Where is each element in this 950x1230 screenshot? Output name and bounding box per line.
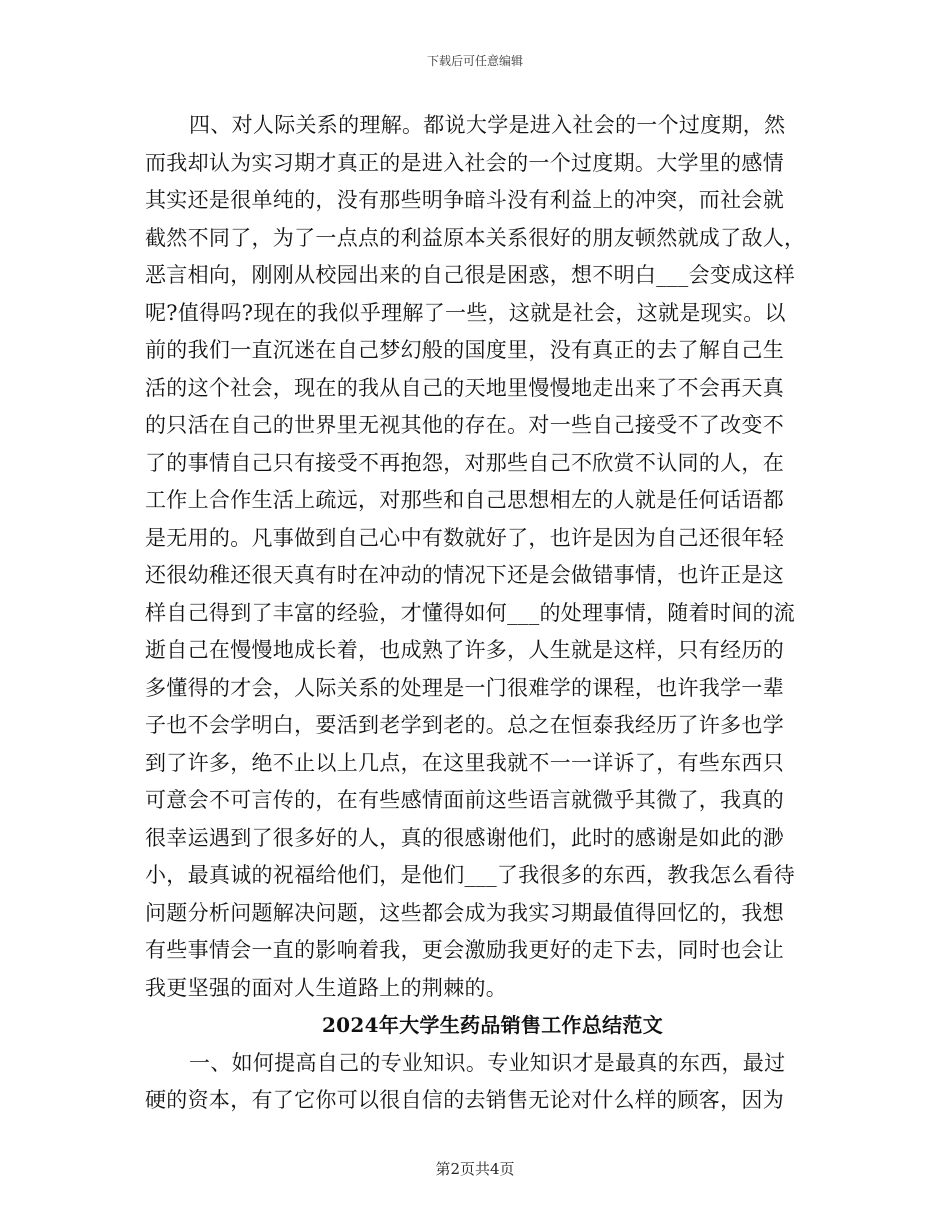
paragraph-line: 的只活在自己的世界里无视其他的存在。对一些自己接受不了改变不: [145, 413, 784, 437]
paragraph-line: 逝自己在慢慢地成长着，也成熟了许多，人生就是这样，只有经历的: [145, 638, 784, 662]
paragraph-line: 很幸运遇到了很多好的人，真的很感谢他们，此时的感谢是如此的渺: [145, 825, 784, 850]
paragraph-line: 恶言相向，刚刚从校园出来的自己很是困惑，想不明白___会变成这样: [145, 263, 796, 287]
paragraph-line: 截然不同了，为了一点点的利益原本关系很好的朋友顿然就成了敌人，: [145, 225, 806, 250]
document-body: [145, 107, 810, 1120]
paragraph-line: 样自己得到了丰富的经验，才懂得如何___的处理事情，随着时间的流: [145, 600, 796, 625]
paragraph-line: 了的事情自己只有接受不再抱怨，对那些自己不欣赏不认同的人，在: [145, 450, 784, 475]
paragraph-line: 前的我们一直沉迷在自己梦幻般的国度里，没有真正的去了解自己生: [145, 338, 784, 362]
paragraph-line: 可意会不可言传的，在有些感情面前这些语言就微乎其微了，我真的: [145, 788, 784, 812]
paragraph-line: 问题分析问题解决问题，这些都会成为我实习期最值得回忆的，我想: [145, 900, 784, 925]
section-title: 2024年大学生药品销售工作总结范文: [321, 1013, 664, 1037]
page-header: 下载后可任意编辑: [426, 54, 523, 68]
paragraph-line: 我更坚强的面对人生道路上的荆棘的。: [145, 975, 508, 1000]
paragraph-line: 活的这个社会，现在的我从自己的天地里慢慢地走出来了不会再天真: [145, 375, 784, 400]
paragraph-line: 呢?值得吗?现在的我似乎理解了一些，这就是社会，这就是现实。以: [145, 300, 786, 325]
paragraph-line: 到了许多，绝不止以上几点，在这里我就不一一详诉了，有些东西只: [145, 750, 784, 775]
paragraph-line: 有些事情会一直的影响着我，更会激励我更好的走下去，同时也会让: [145, 938, 784, 962]
paragraph-line: 是无用的。凡事做到自己心中有数就好了，也许是因为自己还很年轻: [145, 525, 784, 550]
paragraph-line: 其实还是很单纯的，没有那些明争暗斗没有利益上的冲突，而社会就: [145, 188, 784, 212]
paragraph-line: 工作上合作生活上疏远，对那些和自己思想相左的人就是任何话语都: [145, 488, 784, 512]
paragraph-line: 多懂得的才会，人际关系的处理是一门很难学的课程，也许我学一辈: [145, 675, 784, 700]
page-number-footer: 第2页共4页: [435, 1160, 515, 1178]
paragraph-line: 还很幼稚还很天真有时在冲动的情况下还是会做错事情，也许正是这: [145, 563, 784, 587]
paragraph-line: 而我却认为实习期才真正的是进入社会的一个过度期。大学里的感情: [145, 150, 784, 175]
paragraph-line: 子也不会学明白，要活到老学到老的。总之在恒泰我经历了许多也学: [145, 713, 784, 737]
paragraph-line: 四、对人际关系的理解。都说大学是进入社会的一个过度期，然: [189, 113, 786, 137]
paragraph-line: 一、如何提高自己的专业知识。专业知识才是最真的东西，最过: [189, 1050, 786, 1075]
paragraph-line: 小，最真诚的祝福给他们，是他们___了我很多的东西，教我怎么看待: [145, 863, 796, 887]
paragraph-line: 硬的资本，有了它你可以很自信的去销售无论对什么样的顾客，因为: [145, 1088, 784, 1112]
